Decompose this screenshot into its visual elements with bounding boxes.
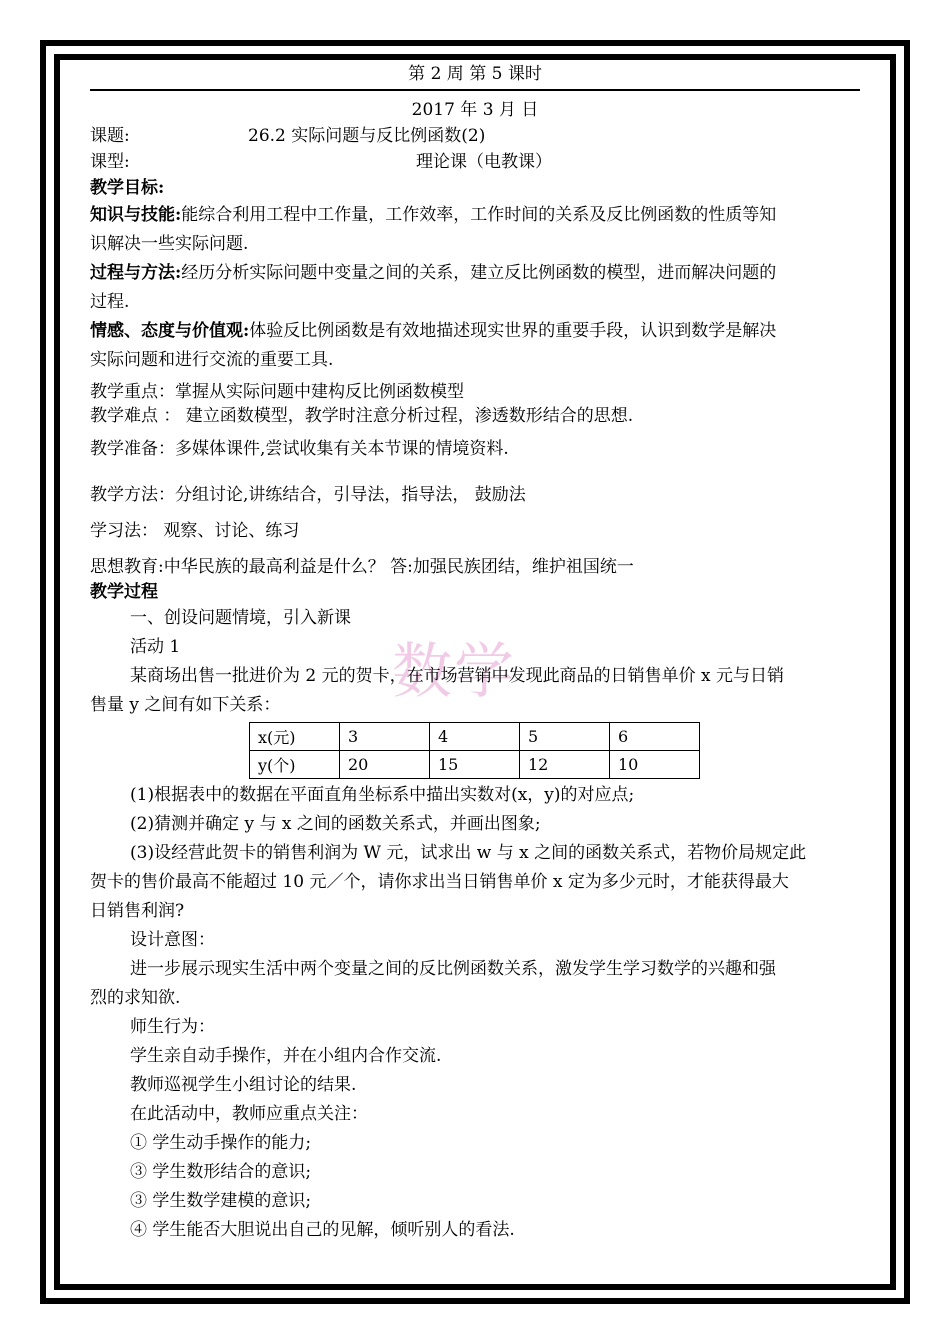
watermark: 数学 (392, 637, 516, 707)
data-table (249, 722, 700, 779)
goal-knowledge (90, 201, 860, 259)
focus-item: ① 学生动手操作的能力; (130, 1133, 312, 1153)
emotion-text-1: 体验反比例函数是有效地描述现实世界的重要手段，认识到数学是解决 (249, 321, 777, 341)
table-cell: 15 (430, 751, 520, 779)
question-1: (1)根据表中的数据在平面直角坐标系中描出实数对(x，y)的对应点; (130, 785, 635, 805)
question-3-line-1: (3)设经营此贺卡的销售利润为 W 元，试求出 w 与 x 之间的函数关系式，若物价局规定此 (130, 843, 807, 863)
topic-value: 26.2 实际问题与反比例函数(2) (248, 126, 486, 146)
table-cell: y(个) (250, 751, 340, 779)
table-cell: 20 (340, 751, 430, 779)
table-cell: 5 (520, 723, 610, 751)
emotion-text-2: 实际问题和进行交流的重要工具. (90, 350, 334, 370)
process-label: 过程与方法: (90, 263, 182, 283)
problem-line-1: 某商场出售一批进价为 2 元的贺卡，在市场营销中发现此商品的日销售单价 x 元与日销 (130, 666, 785, 686)
problem-line-2: 售量 y 之间有如下关系： (90, 695, 281, 715)
section-heading: 一、创设问题情境，引入新课 (130, 608, 351, 628)
behavior-line-2: 教师巡视学生小组讨论的结果. (130, 1075, 357, 1095)
goal-process (90, 259, 860, 317)
type-label: 课型: (90, 152, 130, 172)
knowledge-text-1: 能综合利用工程中工作量，工作效率，工作时间的关系及反比例函数的性质等知 (181, 205, 777, 225)
lesson-plan (90, 62, 860, 1245)
question-2: (2)猜测并确定 y 与 x 之间的函数关系式，并画出图象; (130, 814, 541, 834)
lesson-date: 2017 年 3 月 日 (411, 100, 539, 120)
key-point: 教学重点：掌握从实际问题中建构反比例函数模型 (90, 382, 464, 402)
table-cell: x(元) (250, 723, 340, 751)
process-text-2: 过程. (90, 292, 130, 312)
difficulty: 教学难点 ： 建立函数模型，教学时注意分析过程，渗透数形结合的思想. (90, 406, 634, 426)
behavior-label: 师生行为： (130, 1017, 215, 1037)
question-3-line-2: 贺卡的售价最高不能超过 10 元／个，请你求出当日销售单价 x 定为多少元时，才能获得最大 (90, 872, 789, 892)
table-row (250, 723, 700, 751)
knowledge-text-2: 识解决一些实际问题. (90, 234, 249, 254)
focus-item: ③ 学生数学建模的意识; (130, 1191, 312, 1211)
table-cell: 12 (520, 751, 610, 779)
activity-label: 活动 1 (130, 637, 181, 657)
header-rule (90, 89, 860, 91)
ideology: 思想教育:中华民族的最高利益是什么？ 答:加强民族团结，维护祖国统一 (90, 557, 634, 577)
table-cell: 6 (610, 723, 700, 751)
question-3-line-3: 日销售利润? (90, 901, 185, 921)
topic-label: 课题: (90, 126, 130, 146)
topic-row (90, 123, 860, 149)
type-value: 理论课（电教课） (416, 152, 552, 172)
table-cell: 10 (610, 751, 700, 779)
behavior-line-1: 学生亲自动手操作，并在小组内合作交流. (130, 1046, 442, 1066)
knowledge-label: 知识与技能: (90, 205, 182, 225)
design-line-1: 进一步展示现实生活中两个变量之间的反比例函数关系，激发学生学习数学的兴趣和强 (130, 959, 776, 979)
type-row (90, 149, 860, 175)
goal-emotion (90, 317, 860, 375)
table-row (250, 751, 700, 779)
design-line-2: 烈的求知欲. (90, 988, 181, 1008)
focus-item: ③ 学生数形结合的意识; (130, 1162, 312, 1182)
preparation: 教学准备：多媒体课件,尝试收集有关本节课的情境资料. (90, 439, 509, 459)
focus-item: ④ 学生能否大胆说出自己的见解，倾听别人的看法. (130, 1220, 515, 1240)
process-heading: 教学过程 (90, 582, 158, 602)
design-label: 设计意图： (130, 930, 215, 950)
study-method: 学习法： 观察、讨论、练习 (90, 521, 300, 541)
behavior-line-3: 在此活动中，教师应重点关注： (130, 1104, 368, 1124)
table-cell: 4 (430, 723, 520, 751)
teaching-method: 教学方法：分组讨论,讲练结合，引导法，指导法， 鼓励法 (90, 485, 526, 505)
week-lesson: 第 2 周 第 5 课时 (408, 64, 542, 84)
process-text-1: 经历分析实际问题中变量之间的关系，建立反比例函数的模型，进而解决问题的 (181, 263, 777, 283)
goals-heading: 教学目标: (90, 178, 165, 198)
table-cell: 3 (340, 723, 430, 751)
emotion-label: 情感、态度与价值观: (90, 321, 250, 341)
